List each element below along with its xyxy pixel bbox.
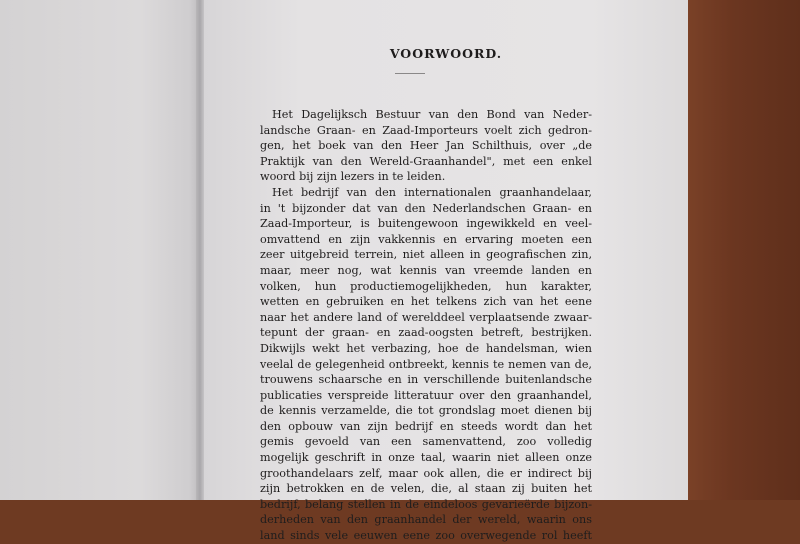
text-line: mogelijk geschrift in onze taal, waarin niet alleen onze [260, 451, 592, 465]
text-line: Het Dagelijksch Bestuur van den Bond van Neder- [272, 108, 592, 121]
wooden-table [688, 0, 800, 500]
text-line: bedrijf, belang stellen in de eindeloos gevarieërde bijzon- [260, 497, 592, 511]
text-line: trouwens schaarsche en in verschillende buitenlandsche [260, 373, 592, 387]
right-page [204, 0, 688, 543]
page-title: VOORWOORD. [389, 46, 503, 61]
text-line: den opbouw van zijn bedrijf en steeds wordt dan het [260, 419, 592, 433]
text-line: gemis gevoeld van een samenvattend, zoo volledig [260, 435, 592, 449]
book-gutter [196, 0, 204, 500]
text-line: landsche Graan- en Zaad-Importeurs voelt zich gedron- [260, 123, 592, 137]
text-line: volken, hun productiemogelijkheden, hun karakter, [260, 279, 592, 293]
left-page [0, 0, 200, 500]
text-line: Praktijk van den Wereld-Graanhandel", met een enkel [260, 154, 592, 168]
text-line: in 't bijzonder dat van den Nederlandschen Graan- en [260, 201, 592, 215]
text-line: maar, meer nog, wat kennis van vreemde landen en [260, 263, 592, 277]
text-line: omvattend en zijn vakkennis en ervaring moeten een [260, 232, 592, 246]
text-line: groothandelaars zelf, maar ook allen, die er indirect bij [260, 466, 592, 480]
text-line: publicaties verspreide litteratuur over den graanhandel, [260, 388, 592, 402]
text-line: derheden van den graanhandel der wereld, waarin ons [260, 513, 592, 527]
text-line: zeer uitgebreid terrein, niet alleen in geografischen zin, [260, 248, 592, 262]
text-line: naar het andere land of werelddeel verplaatsende zwaar- [260, 310, 592, 324]
text-line: wetten en gebruiken en het telkens zich van het eene [260, 295, 592, 309]
body-text [260, 107, 592, 544]
title-ornament-rule [395, 73, 425, 74]
text-line: land sinds vele eeuwen eene zoo overwegende rol heeft [260, 529, 592, 543]
text-line: zijn betrokken en de velen, die, al staan zij buiten het [260, 482, 592, 496]
text-line: Zaad-Importeur, is buitengewoon ingewikkeld en veel- [260, 217, 592, 231]
text-line: tepunt der graan- en zaad-oogsten betreft, bestrijken. [260, 326, 592, 340]
text-line: veelal de gelegenheid ontbreekt, kennis te nemen van de, [260, 357, 592, 371]
text-line: de kennis verzamelde, die tot grondslag moet dienen bij [260, 404, 592, 418]
text-line: woord bij zijn lezers in te leiden. [260, 170, 446, 184]
text-line: Dikwijls wekt het verbazing, hoe de handelsman, wien [260, 341, 592, 355]
text-line: Het bedrijf van den internationalen graanhandelaar, [272, 185, 592, 199]
text-line: gen, het boek van den Heer Jan Schilthuis, over „de [260, 139, 592, 153]
